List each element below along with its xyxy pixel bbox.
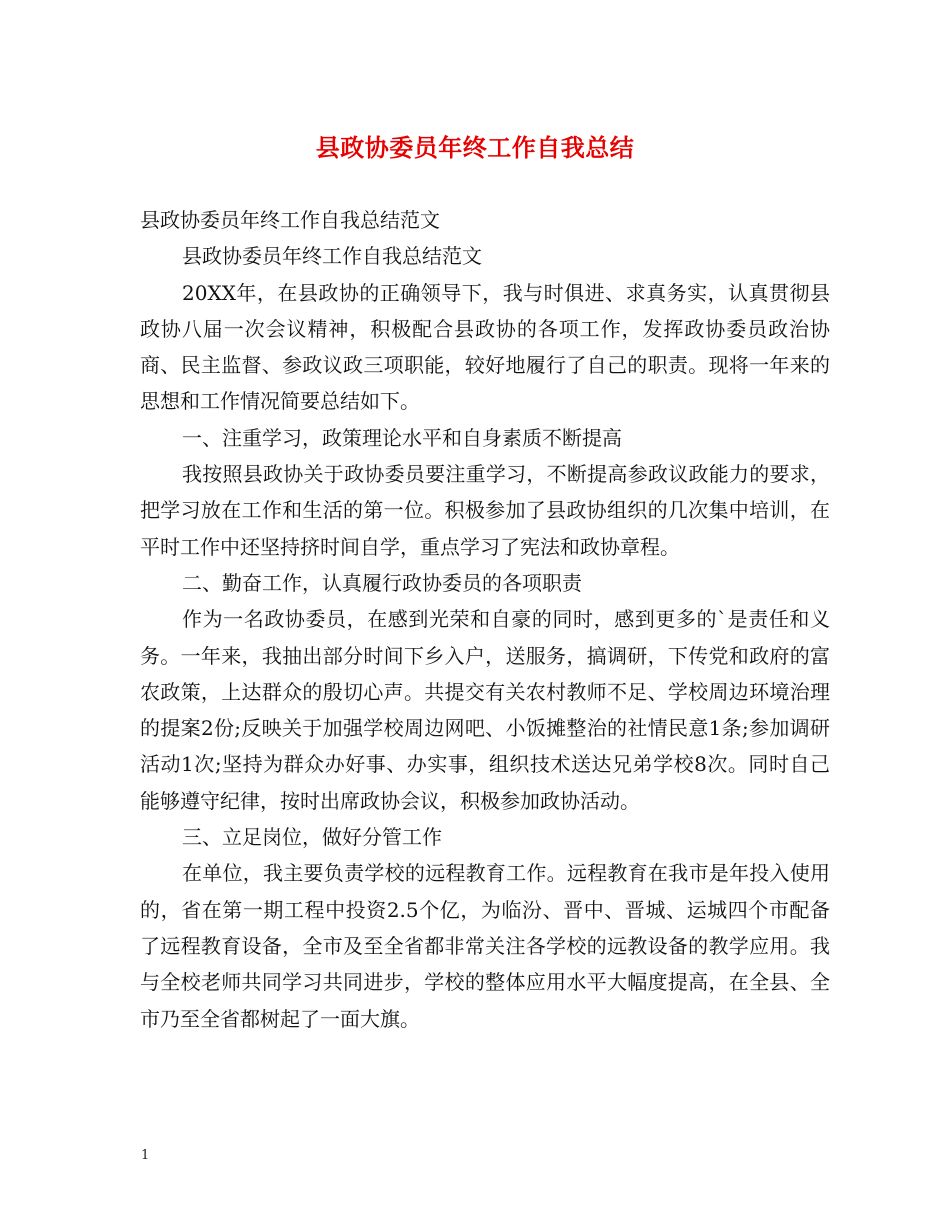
document-body [140, 202, 830, 1037]
paragraph-intro: 20XX年，在县政协的正确领导下，我与时俱进、求真务实，认真贯彻县政协八届一次会议精神，积极配合县政协的各项工作，发挥政协委员政治协商、民主监督、参政议政三项职能，较好地履行了自己的职责。现将一年来的思想和工作情况简要总结如下。 [140, 280, 830, 414]
paragraph-section-1: 我按照县政协关于政协委员要注重学习，不断提高参政议政能力的要求，把学习放在工作和生活的第一位。积极参加了县政协组织的几次集中培训，在平时工作中还坚持挤时间自学，重点学习了宪法和政协章程。 [140, 462, 830, 559]
section-heading-3: 三、立足岗位，做好分管工作 [182, 825, 442, 850]
paragraph-section-2: 作为一名政协委员，在感到光荣和自豪的同时，感到更多的`是责任和义务。一年来，我抽出部分时间下乡入户，送服务，搞调研，下传党和政府的富农政策，上达群众的殷切心声。共提交有关农村教师不足、学校周边环境治理的提案2份;反映关于加强学校周边网吧、小饭摊整治的社情民意1条;参加调研活动1次;坚持为群众办好事、办实事，组织技术送达兄弟学校8次。同时自己能够遵守纪律，按时出席政协会议，积极参加政协活动。 [140, 607, 830, 813]
section-heading-1: 一、注重学习，政策理论水平和自身素质不断提高 [182, 425, 622, 450]
paragraph-section-3: 在单位，我主要负责学校的远程教育工作。远程教育在我市是年投入使用的，省在第一期工程中投资2.5个亿，为临汾、晋中、晋城、运城四个市配备了远程教育设备，全市及至全省都非常关注各学校的远教设备的教学应用。我与全校老师共同学习共同进步，学校的整体应用水平大幅度提高，在全县、全市乃至全省都树起了一面大旗。 [140, 861, 830, 1031]
section-heading-2: 二、勤奋工作，认真履行政协委员的各项职责 [182, 570, 582, 595]
document-title: 县政协委员年终工作自我总结 [315, 133, 635, 162]
paragraph-subtitle-repeat: 县政协委员年终工作自我总结范文 [182, 244, 482, 269]
page-number: 1 [141, 1148, 150, 1163]
paragraph-subtitle: 县政协委员年终工作自我总结范文 [140, 208, 440, 232]
